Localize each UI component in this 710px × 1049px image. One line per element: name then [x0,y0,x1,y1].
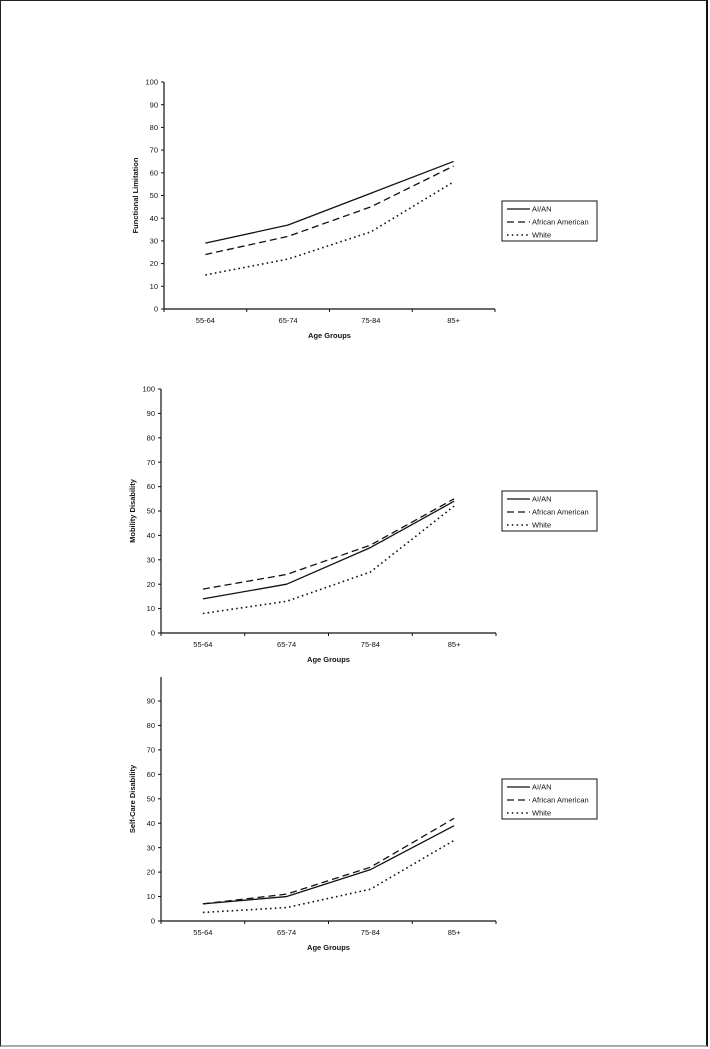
y-tick-label: 10 [149,281,158,291]
y-tick-label: 50 [146,506,155,516]
y-tick-label: 0 [150,628,155,638]
x-tick-label: 75-84 [360,928,380,937]
y-tick-label: 10 [146,604,155,614]
y-tick-label: 80 [146,433,155,443]
y-tick-label: 100 [142,384,155,394]
legend-label: White [532,520,552,530]
legend [502,779,597,819]
y-tick-label: 0 [150,916,155,926]
y-tick-label: 50 [149,191,158,201]
legend-label: AI/AN [532,782,552,792]
y-tick-label: 40 [149,213,158,223]
x-tick-label: 85+ [447,316,460,325]
y-tick-label: 60 [146,769,155,779]
x-tick-label: 55-64 [193,640,213,649]
y-axis-title: Self-Care Disability [128,764,137,834]
series-line-ai-an [203,826,454,904]
x-tick-label: 65-74 [278,316,298,325]
y-tick-label: 40 [146,531,155,540]
x-axis-title: Age Groups [307,943,350,952]
y-tick-label: 90 [146,696,155,706]
y-tick-label: 60 [149,168,158,178]
y-axis-title: Mobility Disability [128,479,137,543]
y-tick-label: 70 [146,457,155,467]
x-tick-label: 65-74 [277,640,297,649]
x-axis-title: Age Groups [307,655,350,664]
y-tick-label: 0 [153,304,158,314]
y-tick-label: 40 [146,818,155,828]
x-tick-label: 75-84 [360,640,380,649]
y-tick-label: 70 [149,145,158,155]
x-tick-label: 85+ [447,928,461,937]
series-line-white [203,840,454,912]
y-tick-label: 20 [149,259,158,269]
x-tick-label: 75-84 [361,316,381,325]
y-tick-label: 20 [146,867,155,877]
y-tick-label: 30 [149,236,158,246]
y-tick-label: 20 [146,579,155,589]
y-tick-label: 30 [146,555,155,565]
legend-label: African American [532,217,589,227]
legend-label: White [532,230,552,240]
y-tick-label: 100 [145,77,158,87]
legend-label: AI/AN [532,494,552,504]
x-tick-label: 65-74 [277,928,297,937]
series-line-african-american [203,818,454,904]
x-tick-label: 55-64 [193,928,213,937]
x-axis-title: Age Groups [308,331,351,340]
y-tick-label: 90 [146,409,155,418]
y-tick-label: 60 [146,482,155,492]
legend-label: African American [532,507,589,517]
y-tick-label: 10 [146,892,155,902]
x-tick-label: 55-64 [195,316,215,325]
x-tick-label: 85+ [447,640,461,649]
legend-label: AI/AN [532,204,552,214]
y-axis-title: Functional Limitation [131,157,140,234]
y-tick-label: 70 [146,745,155,755]
y-tick-label: 30 [146,843,155,853]
legend-label: African American [532,795,589,805]
y-tick-label: 80 [149,123,158,132]
y-tick-label: 90 [149,100,158,110]
y-tick-label: 50 [146,794,155,804]
y-tick-label: 80 [146,721,155,731]
legend-label: White [532,808,552,818]
